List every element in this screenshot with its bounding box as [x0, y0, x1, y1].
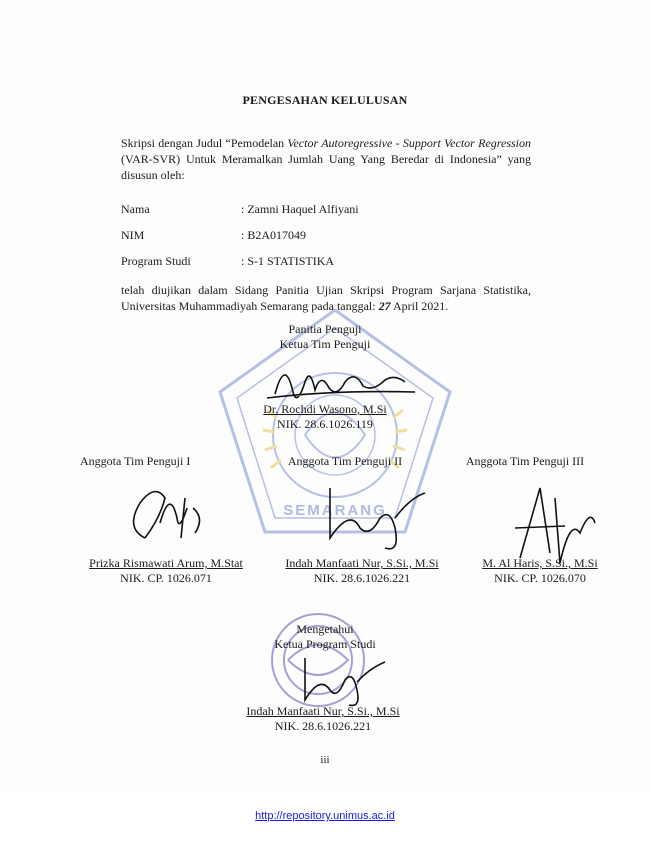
intro-line-2: (VAR-SVR) Untuk Meramalkan Jumlah Uang Yang Beredar di Indonesia” yang	[121, 152, 531, 166]
member-1-role: Anggota Tim Penguji I	[80, 454, 191, 468]
approval-heading: Mengetahui	[296, 622, 354, 636]
field-label: NIM	[121, 228, 145, 242]
member-3-name: M. Al Haris, S.Si., M.Si	[482, 556, 598, 570]
chair-nik: NIK. 28.6.1026.119	[277, 417, 373, 431]
member-1-info	[66, 556, 266, 586]
exam-line-1: telah diujikan dalam Sidang Panitia Ujian Skripsi Program Sarjana Statistika,	[121, 283, 531, 297]
member-3-signature	[495, 478, 605, 568]
field-label: Program Studi	[121, 254, 191, 268]
member-2-nik: NIK. 28.6.1026.221	[313, 571, 411, 585]
intro-line-1-prefix: Skripsi dengan Judul “Pemodelan	[121, 136, 288, 150]
footer	[0, 810, 650, 822]
page-number: iii	[320, 754, 330, 766]
intro-paragraph	[121, 135, 531, 183]
approval-signature	[285, 650, 395, 710]
member-2-info	[262, 556, 462, 586]
exam-paragraph	[121, 282, 531, 314]
member-2-name: Indah Manfaati Nur, S.Si., M.Si	[285, 556, 439, 570]
intro-line-3: disusun oleh:	[121, 168, 185, 182]
exam-line-2	[121, 298, 531, 314]
exam-line-2-suffix: April 2021.	[390, 299, 449, 313]
approval-info	[213, 704, 433, 734]
member-3-role: Anggota Tim Penguji III	[465, 454, 585, 468]
member-1-signature	[115, 478, 235, 558]
approval-block	[225, 622, 425, 652]
intro-line-1	[121, 135, 531, 151]
committee-heading: Panitia Penguji	[288, 322, 362, 336]
approval-nik: NIK. 28.6.1026.221	[274, 719, 372, 733]
seal-text: SEMARANG	[283, 502, 387, 519]
chair-role: Ketua Tim Penguji	[279, 337, 371, 351]
chair-info	[225, 402, 425, 432]
member-3-info	[460, 556, 620, 586]
member-3-nik: NIK. CP. 1026.070	[494, 571, 586, 585]
repository-link[interactable]: http://repository.unimus.ac.id	[255, 810, 395, 822]
member-1-nik: NIK. CP. 1026.071	[120, 571, 212, 585]
member-2-role: Anggota Tim Penguji II	[287, 454, 403, 468]
field-value: : S-1 STATISTIKA	[241, 254, 335, 268]
page-title: PENGESAHAN KELULUSAN	[242, 93, 408, 107]
field-label: Nama	[121, 202, 150, 216]
committee-block	[225, 322, 425, 352]
field-value: : Zamni Haquel Alfiyani	[241, 202, 359, 216]
approval-role: Ketua Program Studi	[274, 637, 376, 651]
member-2-signature	[300, 478, 440, 558]
field-value: : B2A017049	[241, 228, 307, 242]
exam-day-handwritten: 27	[378, 299, 391, 313]
exam-line-2-prefix: Universitas Muhammadiyah Semarang pada tanggal:	[121, 299, 379, 313]
member-1-name: Prizka Rismawati Arum, M.Stat	[89, 556, 243, 570]
approval-name: Indah Manfaati Nur, S.Si., M.Si	[246, 704, 400, 718]
chair-name: Dr. Rochdi Wasono, M.Si	[263, 402, 387, 416]
intro-line-1-italic: Vector Autoregressive - Support Vector Regression	[287, 136, 532, 150]
